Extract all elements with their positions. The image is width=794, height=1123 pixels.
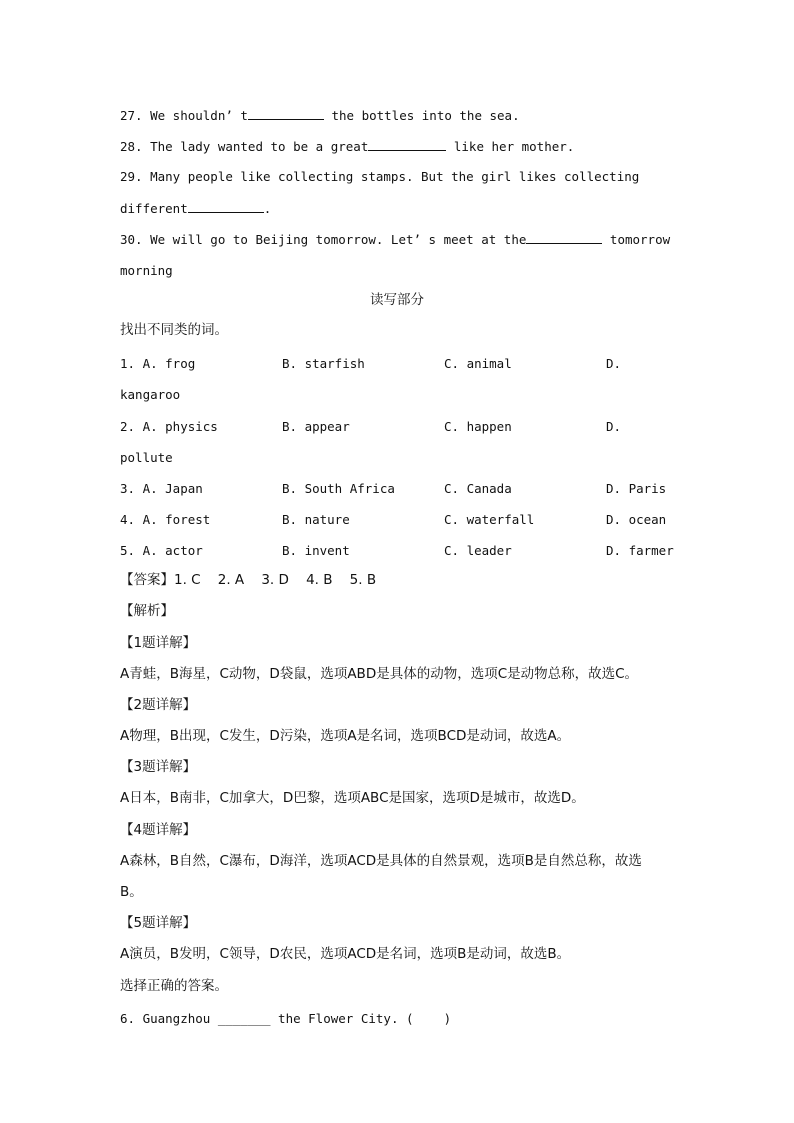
question-27: 27. We shouldn’ t the bottles into the sea.	[120, 108, 520, 123]
question-30-cont: morning	[120, 263, 173, 278]
analysis-label: 【解析】	[120, 603, 174, 619]
answer-line: 【答案】1. C 2. A 3. D 4. B 5. B	[120, 572, 377, 588]
question-6: 6. Guangzhou _______ the Flower City. ( )	[120, 1011, 452, 1026]
detail-4-text: A森林，B自然，C瀑布，D海洋，选项ACD是具体的自然景观，选项B是自然总称，故选	[120, 853, 642, 869]
answer-blank	[526, 231, 602, 244]
question-30: 30. We will go to Beijing tomorrow. Let’ s meet at the tomorrow	[120, 232, 671, 247]
detail-1-title: 【1题详解】	[120, 635, 197, 651]
detail-3-title: 【3题详解】	[120, 759, 197, 775]
detail-5-title: 【5题详解】	[120, 915, 197, 931]
answer-blank	[368, 138, 446, 151]
detail-2-title: 【2题详解】	[120, 697, 197, 713]
detail-5-text: A演员，B发明，C领导，D农民，选项ACD是名词，选项B是动词，故选B。	[120, 946, 571, 962]
question-29-cont: different .	[120, 201, 272, 216]
detail-3-text: A日本，B南非，C加拿大，D巴黎，选项ABC是国家，选项D是城市，故选D。	[120, 790, 585, 806]
question-29: 29. Many people like collecting stamps. But the girl likes collecting	[120, 169, 640, 184]
instruction-odd-one-out: 找出不同类的词。	[120, 322, 228, 338]
section-title: 读写部分	[370, 292, 424, 308]
detail-4-title: 【4题详解】	[120, 822, 197, 838]
detail-1-text: A青蛙，B海星，C动物，D袋鼠，选项ABD是具体的动物，选项C是动物总称，故选C。	[120, 666, 639, 682]
instruction-choose: 选择正确的答案。	[120, 978, 228, 994]
answer-blank	[188, 200, 264, 213]
answer-blank	[248, 107, 324, 120]
detail-2-text: A物理，B出现，C发生，D污染，选项A是名词，选项BCD是动词，故选A。	[120, 728, 571, 744]
detail-4-text-wrap: B。	[120, 884, 143, 900]
question-28: 28. The lady wanted to be a great like her mother.	[120, 139, 575, 154]
